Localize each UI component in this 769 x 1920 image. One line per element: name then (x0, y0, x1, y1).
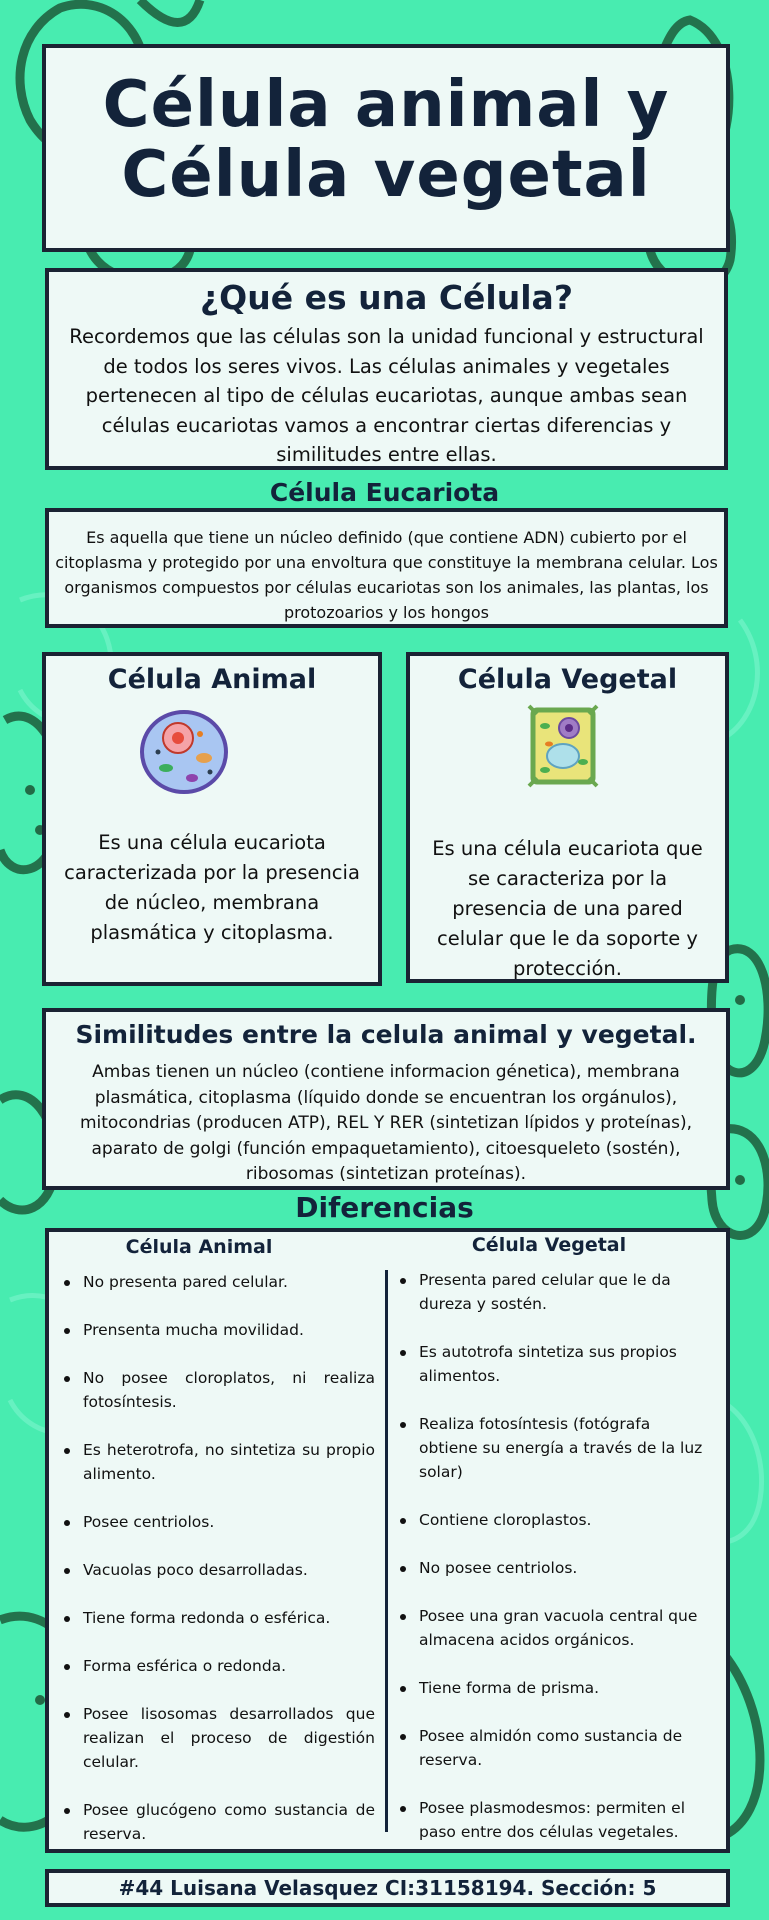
differences-plant-heading: Célula Vegetal (471, 1234, 627, 1256)
list-item: Prensenta mucha movilidad. (61, 1318, 375, 1342)
differences-animal-heading: Célula Animal (125, 1236, 273, 1258)
list-item: Posee una gran vacuola central que almacena acidos orgánicos. (397, 1604, 707, 1652)
plant-differences-list (397, 1268, 707, 1844)
plant-cell-icon (527, 704, 599, 788)
list-item: Vacuolas poco desarrolladas. (61, 1558, 375, 1582)
animal-cell-panel (42, 652, 382, 986)
page-title (46, 70, 726, 210)
similarities-heading: Similitudes entre la celula animal y vegetal. (75, 1020, 697, 1049)
list-item: Presenta pared celular que le da dureza y sostén. (397, 1268, 707, 1316)
title-line-2: Célula vegetal (121, 138, 651, 212)
list-item: Forma esférica o redonda. (61, 1654, 375, 1678)
eucariota-panel (45, 508, 728, 628)
list-item: No posee centriolos. (397, 1556, 707, 1580)
list-item: Posee almidón como sustancia de reserva. (397, 1724, 707, 1772)
animal-cell-heading: Célula Animal (107, 664, 317, 695)
list-item: Es heterotrofa, no sintetiza su propio alimento. (61, 1438, 375, 1486)
list-item: No presenta pared celular. (61, 1270, 375, 1294)
list-item: Tiene forma redonda o esférica. (61, 1606, 375, 1630)
animal-cell-text: Es una célula eucariota caracterizada por la presencia de núcleo, membrana plasmática y citoplasma. (64, 831, 360, 944)
plant-cell-text: Es una célula eucariota que se caracteriza por la presencia de una pared celular que le da soporte y protección. (432, 837, 703, 980)
footer-panel (45, 1869, 730, 1907)
similarities-text: Ambas tienen un núcleo (contiene informacion génetica), membrana plasmática, citoplasma (líquido donde se encuentran los orgánulos), mitocondrias (producen ATP), REL Y RER (sintetizan lípidos y proteínas), aparato de golgi (función empaquetamiento), citoesqueleto (sostén), ribosomas (sintetizan proteínas). (79, 1062, 693, 1184)
list-item: Contiene cloroplastos. (397, 1508, 707, 1532)
what-is-cell-panel (45, 268, 728, 470)
list-item: Tiene forma de prisma. (397, 1676, 707, 1700)
plant-cell-panel (406, 652, 729, 983)
list-item: Realiza fotosíntesis (fotógrafa obtiene su energía a través de la luz solar) (397, 1412, 707, 1484)
author-credit: #44 Luisana Velasquez CI:31158194. Sección: 5 (118, 1876, 657, 1900)
differences-heading: Diferencias (295, 1191, 474, 1224)
list-item: Posee lisosomas desarrollados que realizan el proceso de digestión celular. (61, 1702, 375, 1774)
what-is-cell-heading: ¿Qué es una Célula? (200, 278, 573, 317)
list-item: Es autotrofa sintetiza sus propios alimentos. (397, 1340, 707, 1388)
eucariota-heading: Célula Eucariota (269, 478, 500, 507)
animal-differences-list (61, 1270, 375, 1846)
eucariota-text: Es aquella que tiene un núcleo definido (que contiene ADN) cubierto por el citoplasma y protegido por una envoltura que constituye la membrana celular. Los organismos compuestos por células eucariotas son los animales, las plantas, los protozoarios y los hongos (55, 528, 718, 622)
title-line-1: Célula animal y (102, 68, 670, 142)
list-item: Posee glucógeno como sustancia de reserva. (61, 1798, 375, 1846)
title-panel (42, 44, 730, 252)
what-is-cell-text: Recordemos que las células son la unidad funcional y estructural de todos los seres vivos. Las células animales y vegetales pertenecen al tipo de células eucariotas, aunque ambas sean células eucariotas vamos a encontrar ciertas diferencias y similitudes entre ellas. (69, 325, 704, 466)
differences-panel (45, 1228, 730, 1853)
similarities-panel (42, 1008, 730, 1190)
list-item: No posee cloroplatos, ni realiza fotosíntesis. (61, 1366, 375, 1414)
plant-cell-heading: Célula Vegetal (457, 664, 678, 695)
list-item: Posee plasmodesmos: permiten el paso entre dos células vegetales. (397, 1796, 707, 1844)
list-item: Posee centriolos. (61, 1510, 375, 1534)
column-divider (385, 1270, 388, 1832)
animal-cell-icon (138, 706, 230, 798)
